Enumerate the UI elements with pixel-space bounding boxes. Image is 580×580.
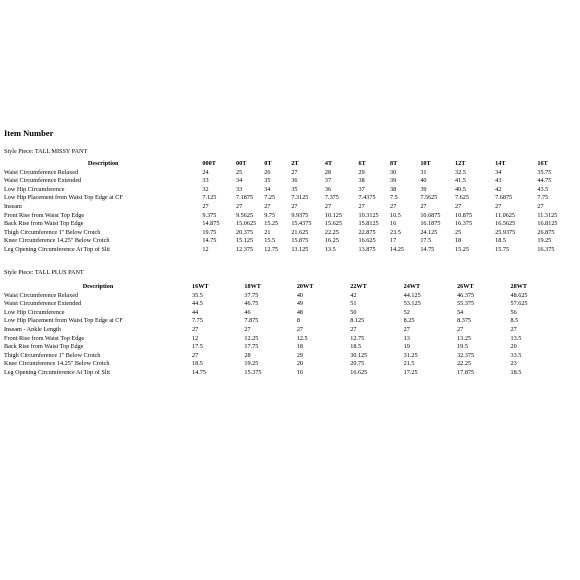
- measurement-value: 50: [350, 308, 357, 316]
- measurement-value: 52: [403, 308, 410, 316]
- measurement-value: 16.625: [358, 237, 376, 245]
- measurement-label: Back Rise from Waist Top Edge: [4, 343, 84, 351]
- measurement-value: 18.5: [510, 368, 522, 376]
- measurement-label: Front Rise from Waist Top Edge: [4, 334, 85, 342]
- column-header-size: 22WT: [350, 283, 367, 290]
- measurement-value: 12.75: [264, 245, 279, 253]
- measurement-value: 34: [236, 177, 243, 185]
- measurement-value: 16.375: [537, 245, 555, 253]
- measurement-value: 10.125: [324, 211, 342, 219]
- measurement-value: 17.5: [420, 237, 432, 245]
- measurement-value: 10.3125: [358, 211, 379, 219]
- table-row: [4, 203, 570, 212]
- measurement-label: Leg Opening Circumference At Top of Slit: [4, 368, 110, 376]
- measurement-value: 11.0625: [495, 211, 516, 219]
- measurement-value: 15.8125: [358, 220, 379, 228]
- measurement-value: 27: [192, 351, 199, 359]
- measurement-value: 27: [324, 202, 332, 210]
- measurement-label: Front Rise from Waist Top Edge: [4, 211, 85, 219]
- measurement-value: 27: [192, 325, 199, 333]
- style-piece-label-missy: Style Piece: TALL MISSY PANT: [4, 148, 88, 155]
- column-header-size: 6T: [358, 160, 366, 167]
- measurement-value: 18: [296, 343, 303, 351]
- table-row: [4, 335, 564, 344]
- measurement-value: 7.875: [244, 317, 259, 325]
- measurement-value: 9.75: [264, 211, 276, 219]
- measurement-value: 20.75: [350, 360, 365, 368]
- measurement-label: Inseam: [4, 202, 22, 210]
- measurement-value: 34: [495, 168, 502, 176]
- measurement-value: 8.125: [350, 317, 365, 325]
- measurement-value: 34: [264, 185, 271, 193]
- measurement-value: 30.125: [350, 351, 368, 359]
- measurement-value: 42: [495, 185, 502, 193]
- measurement-value: 27: [264, 202, 271, 210]
- measurement-value: 17.75: [244, 343, 259, 351]
- measurement-value: 16.8125: [537, 220, 558, 228]
- measurement-value: 28: [244, 351, 251, 359]
- measurement-value: 22.875: [358, 228, 376, 236]
- measurement-value: 13.5: [510, 334, 522, 342]
- measurement-value: 42: [350, 291, 357, 299]
- measurement-value: 27: [389, 202, 397, 210]
- measurement-label: Low Hip Circumference: [4, 308, 65, 316]
- measurement-value: 23.5: [389, 228, 401, 236]
- measurement-value: 12.5: [296, 334, 308, 342]
- measurement-value: 40: [296, 291, 303, 299]
- measurement-value: 26.875: [537, 228, 555, 236]
- measurement-value: 37.75: [244, 291, 259, 299]
- measurement-value: 40.5: [455, 185, 466, 193]
- measurement-value: 29: [296, 351, 303, 359]
- measurement-value: 7.75: [537, 194, 549, 202]
- measurement-value: 19.75: [202, 228, 217, 236]
- measurement-value: 12: [192, 334, 199, 342]
- table-row: [4, 360, 564, 369]
- measurement-value: 27: [202, 202, 209, 210]
- column-header-size: 8T: [389, 160, 398, 167]
- measurement-value: 8.375: [457, 317, 471, 325]
- measurement-value: 7.5: [389, 194, 398, 202]
- table-header-row: [4, 283, 564, 292]
- measurement-value: 46.75: [244, 300, 259, 308]
- measurement-value: 7.3125: [291, 194, 309, 202]
- column-header-size: 2T: [291, 160, 299, 167]
- measurement-value: 15.0625: [236, 220, 257, 228]
- measurement-value: 19.5: [457, 343, 468, 351]
- measurement-value: 32.5: [455, 168, 466, 176]
- column-header-size: 20WT: [296, 283, 314, 290]
- measurement-value: 7.375: [324, 194, 339, 202]
- measurement-value: 10.875: [455, 211, 473, 219]
- measurement-value: 48.625: [510, 291, 528, 299]
- measurement-value: 37: [358, 185, 365, 193]
- measurement-label: Low Hip Circumference: [4, 185, 65, 193]
- measurement-value: 25: [236, 168, 243, 176]
- measurement-value: 15.375: [244, 368, 262, 376]
- measurement-value: 7.6875: [495, 194, 513, 202]
- measurement-value: 21.625: [291, 228, 309, 236]
- table-row: [4, 237, 570, 246]
- column-header-size: 4T: [324, 160, 333, 167]
- style-piece-label-plus: Style Piece: TALL PLUS PANT: [4, 269, 84, 276]
- measurement-value: 7.625: [455, 194, 469, 202]
- measurement-value: 16.625: [350, 368, 368, 376]
- measurement-value: 27: [403, 325, 410, 333]
- column-header-size: 16T: [537, 160, 548, 167]
- measurement-value: 33: [202, 177, 209, 185]
- measurement-value: 8: [296, 317, 300, 325]
- measurement-value: 33: [236, 185, 243, 193]
- measurement-value: 22.25: [324, 228, 339, 236]
- column-header-size: 10T: [420, 160, 431, 167]
- column-header-size: 24WT: [403, 283, 421, 290]
- measurement-value: 16.1875: [420, 220, 441, 228]
- table-row: [4, 169, 570, 178]
- measurement-value: 20: [510, 343, 517, 351]
- column-header-description: Description: [87, 160, 119, 167]
- measurement-value: 31: [420, 168, 427, 176]
- table-row: [4, 352, 564, 361]
- measurement-value: 32: [202, 185, 209, 193]
- measurement-label: Leg Opening Circumference At Top of Slit: [4, 245, 110, 253]
- measurement-value: 12: [202, 245, 209, 253]
- measurement-value: 25: [455, 228, 462, 236]
- measurement-value: 36: [324, 185, 332, 193]
- measurement-label: Waist Circumference Relaxed: [4, 291, 79, 299]
- measurement-value: 26: [264, 168, 271, 176]
- measurement-value: 27: [457, 325, 464, 333]
- measurement-value: 32.375: [457, 351, 475, 359]
- measurement-value: 22.25: [457, 360, 471, 368]
- measurement-value: 57.625: [510, 300, 528, 308]
- measurement-value: 27: [291, 168, 298, 176]
- measurement-value: 31.25: [403, 351, 418, 359]
- table-row: [4, 292, 564, 301]
- measurement-value: 9.5625: [236, 211, 254, 219]
- measurement-value: 15.875: [291, 237, 309, 245]
- measurement-value: 9.9375: [291, 211, 309, 219]
- measurement-value: 7.75: [192, 317, 203, 325]
- column-header-size: 14T: [495, 160, 506, 167]
- measurement-value: 17: [389, 237, 397, 245]
- measurement-label: Knee Circumference 14.25" Below Crotch: [4, 360, 110, 368]
- measurement-value: 15.25: [455, 245, 469, 253]
- measurement-value: 39: [420, 185, 427, 193]
- measurement-value: 15.5: [264, 237, 276, 245]
- measurement-value: 55.375: [457, 300, 475, 308]
- measurement-value: 16: [389, 220, 397, 228]
- table-row: [4, 212, 570, 221]
- measurement-value: 12.375: [236, 245, 254, 253]
- measurement-value: 21: [264, 228, 271, 236]
- measurement-value: 7.125: [202, 194, 217, 202]
- measurement-value: 43.5: [537, 185, 549, 193]
- measurement-value: 27: [358, 202, 365, 210]
- measurement-value: 10.5: [389, 211, 401, 219]
- measurement-value: 17.875: [457, 368, 475, 376]
- measurement-value: 18.5: [192, 360, 203, 368]
- column-header-size: 18WT: [244, 283, 261, 290]
- measurement-label: Thigh Circumference 1" Below Crotch: [4, 351, 101, 359]
- table-row: [4, 300, 564, 309]
- measurement-value: 13: [403, 334, 410, 342]
- measurement-value: 44.125: [403, 291, 421, 299]
- measurement-value: 17.5: [192, 343, 203, 351]
- measurement-value: 15.75: [495, 245, 510, 253]
- measurement-value: 11.3125: [537, 211, 558, 219]
- measurement-value: 16.375: [455, 220, 473, 228]
- measurement-value: 7.25: [264, 194, 276, 202]
- measurement-value: 27: [495, 202, 502, 210]
- measurement-value: 24.125: [420, 228, 438, 236]
- measurement-value: 16.25: [324, 237, 339, 245]
- table-row: [4, 186, 570, 195]
- measurement-value: 16: [296, 368, 303, 376]
- table-row: [4, 343, 564, 352]
- measurement-value: 25.9375: [495, 228, 516, 236]
- column-header-size: 0T: [264, 160, 272, 167]
- measurement-value: 56: [510, 308, 517, 316]
- measurement-value: 38: [358, 177, 365, 185]
- table-row: [4, 177, 570, 186]
- column-header-size: 26WT: [457, 283, 474, 290]
- measurement-value: 44.5: [192, 300, 203, 308]
- measurement-value: 14.75: [202, 237, 217, 245]
- measurement-value: 19.25: [537, 237, 552, 245]
- measurement-label: Waist Circumference Extended: [4, 300, 82, 308]
- measurement-value: 27: [350, 325, 357, 333]
- column-header-size: 000T: [202, 160, 216, 167]
- measurement-value: 12.75: [350, 334, 365, 342]
- measurement-value: 19: [403, 343, 410, 351]
- table-row: [4, 220, 570, 229]
- measurement-value: 46.375: [457, 291, 475, 299]
- measurement-value: 15.4375: [291, 220, 312, 228]
- measurement-value: 27: [244, 325, 251, 333]
- measurement-value: 44: [192, 308, 199, 316]
- measurement-label: Waist Circumference Extended: [4, 177, 82, 185]
- measurement-value: 33.5: [510, 351, 522, 359]
- measurement-value: 27: [510, 325, 517, 333]
- measurement-value: 7.5625: [420, 194, 438, 202]
- measurement-value: 27: [420, 202, 427, 210]
- measurement-value: 8.25: [403, 317, 415, 325]
- measurement-value: 49: [296, 300, 303, 308]
- measurement-value: 35: [264, 177, 271, 185]
- measurement-value: 24: [202, 168, 209, 176]
- measurement-value: 35: [291, 185, 298, 193]
- measurement-value: 17.25: [403, 368, 418, 376]
- measurement-value: 20: [296, 360, 303, 368]
- measurement-value: 9.375: [202, 211, 217, 219]
- measurement-value: 15.625: [324, 220, 342, 228]
- measurement-label: Back Rise from Waist Top Edge: [4, 220, 84, 228]
- measurement-label: Low Hip Placement from Waist Top Edge at CF: [4, 317, 123, 325]
- measurement-value: 13.875: [358, 245, 376, 253]
- measurement-label: Low Hip Placement from Waist Top Edge at CF: [4, 194, 123, 202]
- measurement-value: 35.75: [537, 168, 552, 176]
- measurement-value: 29: [358, 168, 365, 176]
- table-row: [4, 317, 564, 326]
- measurement-label: Waist Circumference Relaxed: [4, 168, 79, 176]
- measurement-value: 46: [244, 308, 251, 316]
- measurement-value: 51: [350, 300, 357, 308]
- measurement-value: 15.125: [236, 237, 254, 245]
- measurement-value: 19.25: [244, 360, 259, 368]
- measurement-value: 48: [296, 308, 303, 316]
- measurement-label: Thigh Circumference 1" Below Crotch: [4, 228, 101, 236]
- measurement-value: 10.6875: [420, 211, 441, 219]
- measurement-value: 12.25: [244, 334, 259, 342]
- measurement-value: 27: [296, 325, 303, 333]
- table-row: [4, 194, 570, 203]
- table-row: [4, 369, 564, 378]
- measurement-value: 13.5: [324, 245, 336, 253]
- measurement-value: 15.25: [264, 220, 279, 228]
- measurement-value: 7.1875: [236, 194, 254, 202]
- table-row: [4, 246, 570, 255]
- table-row: [4, 309, 564, 318]
- column-header-size: 16WT: [192, 283, 209, 290]
- measurement-value: 20.375: [236, 228, 254, 236]
- measurement-value: 27: [236, 202, 243, 210]
- measurement-value: 18.5: [350, 343, 362, 351]
- measurement-value: 27: [455, 202, 462, 210]
- table-header-row: [4, 160, 570, 169]
- table-row: [4, 326, 564, 335]
- measurement-value: 27: [291, 202, 298, 210]
- measurement-value: 18.5: [495, 237, 506, 245]
- measurement-value: 53.125: [403, 300, 421, 308]
- measurement-value: 13.25: [457, 334, 471, 342]
- column-header-size: 00T: [236, 160, 247, 167]
- column-header-size: 12T: [455, 160, 466, 167]
- tall-missy-size-table: [4, 160, 570, 255]
- measurement-value: 28: [324, 168, 332, 176]
- item-number-title: Item Number: [4, 128, 54, 138]
- measurement-value: 18: [455, 237, 462, 245]
- measurement-value: 13.125: [291, 245, 309, 253]
- measurement-value: 14.75: [420, 245, 435, 253]
- measurement-label: Inseam - Ankle Length: [4, 325, 61, 333]
- measurement-value: 38: [389, 185, 397, 193]
- measurement-value: 14.75: [192, 368, 206, 376]
- measurement-value: 30: [389, 168, 397, 176]
- measurement-value: 7.4375: [358, 194, 376, 202]
- measurement-value: 27: [537, 202, 544, 210]
- column-header-size: 28WT: [510, 283, 528, 290]
- measurement-value: 36: [291, 177, 298, 185]
- measurement-value: 39: [389, 177, 397, 185]
- measurement-label: Knee Circumference 14.25" Below Crotch: [4, 237, 110, 245]
- measurement-value: 14.875: [202, 220, 220, 228]
- measurement-value: 40: [420, 177, 427, 185]
- measurement-value: 21.5: [403, 360, 415, 368]
- measurement-value: 44.75: [537, 177, 552, 185]
- measurement-value: 35.5: [192, 291, 203, 299]
- measurement-value: 8.5: [510, 317, 519, 325]
- measurement-value: 54: [457, 308, 464, 316]
- table-row: [4, 229, 570, 238]
- measurement-value: 14.25: [389, 245, 404, 253]
- measurement-value: 23: [510, 360, 517, 368]
- column-header-description: Description: [82, 283, 114, 290]
- tall-plus-size-table: [4, 283, 564, 378]
- measurement-value: 16.5625: [495, 220, 516, 228]
- measurement-value: 41.5: [455, 177, 466, 185]
- measurement-value: 37: [324, 177, 332, 185]
- measurement-value: 43: [495, 177, 502, 185]
